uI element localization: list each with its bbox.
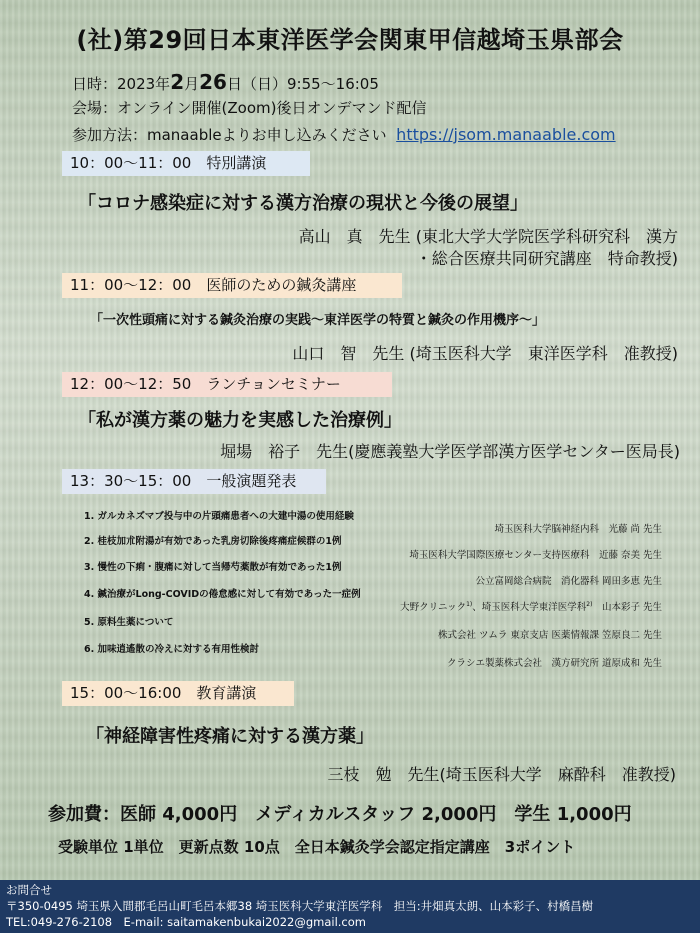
date-rest: （日）9:55〜16:05 xyxy=(241,75,379,93)
presentation-4-title: 4. 鍼治療がLong-COVIDの倦怠感に対して有効であった一症例 xyxy=(84,589,361,600)
presentation-4-sup-b: 2) xyxy=(586,600,593,608)
session-3-time: 12：00〜12：50 ランチョンセミナー xyxy=(62,372,392,397)
registration-method xyxy=(72,124,616,145)
session-5-speaker: 三枝 勉 先生(埼玉医科大学 麻酔科 准教授) xyxy=(327,765,676,784)
session-5-talk: 「神経障害性疼痛に対する漢方薬」 xyxy=(86,726,374,747)
presentation-3-title: 3. 慢性の下痢・腹痛に対して当帰芍薬散が有効であった1例 xyxy=(84,562,342,573)
presentation-5-affiliation: 株式会社 ツムラ 東京支店 医薬情報課 笠原良二 先生 xyxy=(437,630,662,641)
session-1-speaker: 高山 真 先生 (東北大学大学院医学科研究科 漢方 xyxy=(298,227,678,246)
session-2-time: 11：00〜12：00 医師のための鍼灸講座 xyxy=(62,273,402,298)
date-month: 2 xyxy=(170,70,185,94)
session-4-time: 13：30〜15：00 一般演題発表 xyxy=(62,469,326,494)
presentation-6-title: 6. 加味逍遙散の冷えに対する有用性検討 xyxy=(84,644,260,655)
footer-heading: お問合せ xyxy=(6,883,52,897)
footer-address: 〒350-0495 埼玉県入間郡毛呂山町毛呂本郷38 埼玉医科大学東洋医学科 担当:井畑真太朗、山本彩子、村橋昌樹 xyxy=(6,899,594,913)
session-2-talk: 「一次性頭痛に対する鍼灸治療の実践〜東洋医学の特質と鍼灸の作用機序〜」 xyxy=(90,313,546,328)
presentation-1-title: 1. ガルカネズマブ投与中の片頭痛患者への大建中湯の使用経験 xyxy=(84,511,354,522)
date-day: 26 xyxy=(199,70,227,94)
presentation-4-affiliation-b: 、埼玉医科大学東洋医学科 xyxy=(472,602,587,613)
session-1-speaker-affiliation: ・総合医療共同研究講座 特命教授) xyxy=(415,249,678,268)
presentation-5-title: 5. 原料生薬について xyxy=(84,617,174,628)
date-month-unit: 月 xyxy=(184,75,200,93)
event-date xyxy=(72,70,379,94)
presentation-3-affiliation: 公立富岡総合病院 消化器科 岡田多恵 先生 xyxy=(475,576,662,587)
presentation-2-affiliation: 埼玉医科大学国際医療センター支持医療科 近藤 奈美 先生 xyxy=(409,550,662,561)
registration-label: 参加方法：manaableよりお申し込みください xyxy=(72,126,387,144)
credit-info: 受験単位 1単位 更新点数 10点 全日本鍼灸学会認定指定講座 3ポイント xyxy=(58,838,576,856)
presentation-4-sup-a: 1) xyxy=(466,600,473,608)
date-day-unit: 日 xyxy=(226,75,242,93)
presentation-1-affiliation: 埼玉医科大学脳神経内科 光藤 尚 先生 xyxy=(494,524,662,535)
registration-link[interactable]: https://jsom.manaable.com xyxy=(396,125,616,144)
contact-footer xyxy=(0,880,700,933)
session-5-time: 15：00〜16:00 教育講演 xyxy=(62,681,294,706)
session-2-speaker: 山口 智 先生 (埼玉医科大学 東洋医学科 准教授) xyxy=(292,344,678,363)
presentation-4-affiliation-c: 山本彩子 先生 xyxy=(592,602,662,613)
session-3-speaker: 堀場 裕子 先生(慶應義塾大学医学部漢方医学センター医局長) xyxy=(220,442,680,461)
event-title: (社)第29回日本東洋医学会関東甲信越埼玉県部会 xyxy=(76,26,624,54)
participation-fee: 参加費：医師 4,000円 メディカルスタッフ 2,000円 学生 1,000円 xyxy=(48,804,632,825)
session-3-talk: 「私が漢方薬の魅力を実感した治療例」 xyxy=(78,410,402,431)
session-1-talk: 「コロナ感染症に対する漢方治療の現状と今後の展望」 xyxy=(78,193,528,214)
presentation-6-affiliation: クラシエ製薬株式会社 漢方研究所 道原成和 先生 xyxy=(446,658,662,669)
presentation-2-title: 2. 桂枝加朮附湯が有効であった乳房切除後疼痛症候群の1例 xyxy=(84,536,342,547)
presentation-4-affiliation-a: 大野クリニック xyxy=(400,602,467,613)
presentation-4-affiliation xyxy=(400,599,662,613)
date-prefix: 日時：2023年 xyxy=(72,75,171,93)
session-1-time: 10：00〜11：00 特別講演 xyxy=(62,151,310,176)
footer-contact: TEL:049-276-2108 E-mail: saitamakenbukai2022@gmail.com xyxy=(6,915,366,929)
event-venue: 会場：オンライン開催(Zoom)後日オンデマンド配信 xyxy=(72,99,427,117)
